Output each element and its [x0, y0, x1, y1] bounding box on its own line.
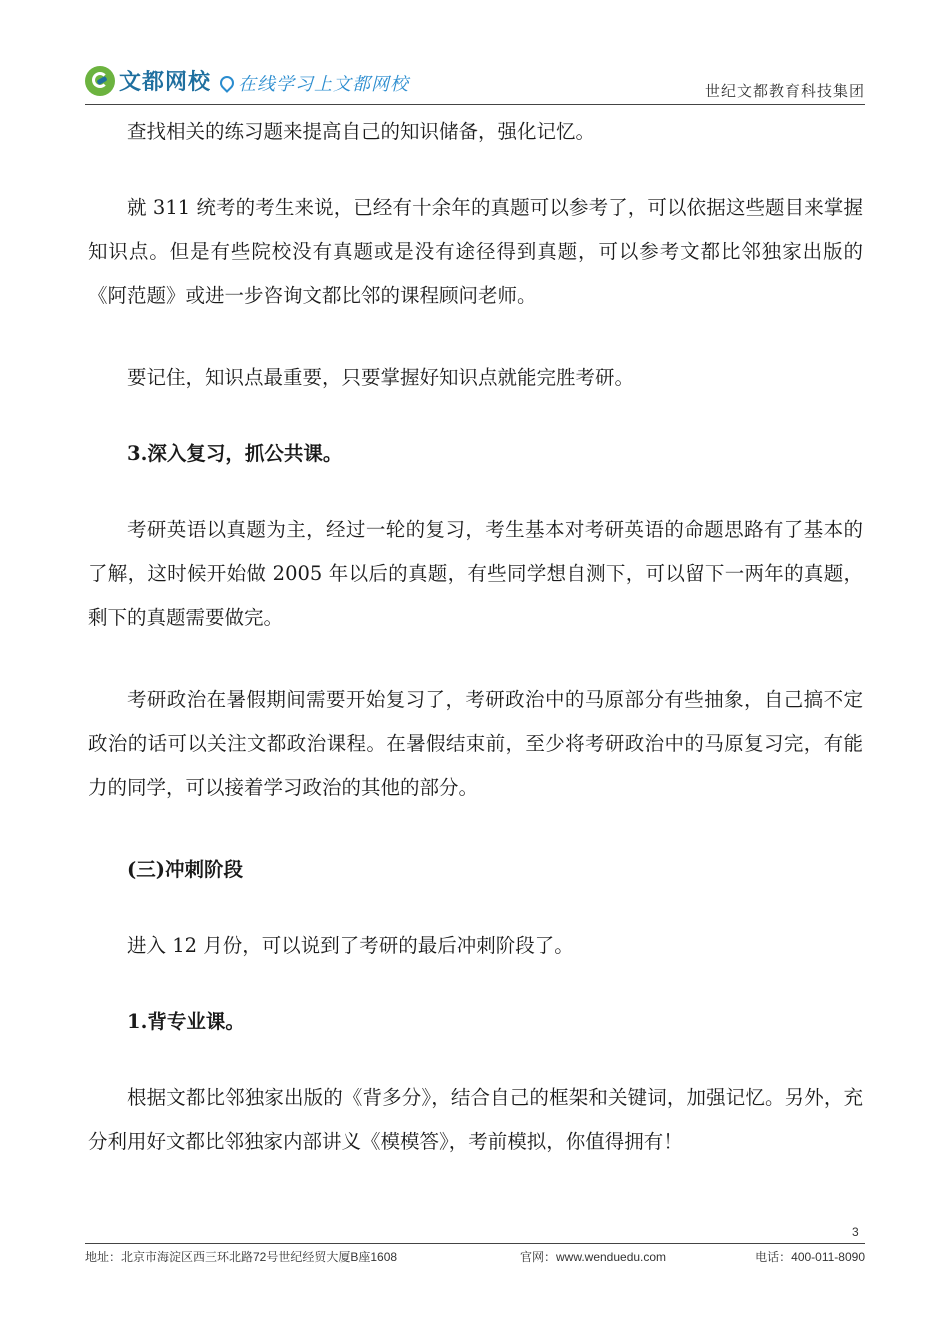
footer-website: 官网：www.wenduedu.com	[520, 1250, 667, 1264]
company-name: 世纪文都教育科技集团	[704, 82, 865, 100]
paragraph-2: 就 311 统考的考生来说，已经有十余年的真题可以参考了，可以依据这些题目来掌握知识点。但是有些院校没有真题或是没有途径得到真题，可以参考文都比邻独家出版的《阿范题》或进一步咨询文都比邻的课程顾问老师。	[88, 196, 863, 307]
pencil-icon	[217, 73, 237, 93]
paragraph-december: 进入 12 月份，可以说到了考研的最后冲刺阶段了。	[127, 934, 574, 957]
page-number: 3	[852, 1225, 859, 1239]
footer-address: 地址：北京市海淀区西三环北路72号世纪经贸大厦B座1608	[85, 1250, 398, 1264]
section-heading-sprint: (三)冲刺阶段	[127, 858, 243, 881]
paragraph-1: 查找相关的练习题来提高自己的知识储备，强化记忆。	[127, 120, 596, 143]
paragraph-english: 考研英语以真题为主，经过一轮的复习，考生基本对考研英语的命题思路有了基本的了解，这时候开始做 2005 年以后的真题，有些同学想自测下，可以留下一两年的真题，剩下的真题需要做完。	[88, 518, 863, 629]
page-footer	[85, 1243, 865, 1264]
section-heading-major: 1.背专业课。	[127, 1010, 245, 1033]
section-heading-3: 3.深入复习，抓公共课。	[127, 442, 343, 465]
logo-text: 文都网校	[119, 70, 212, 95]
paragraph-memorize: 根据文都比邻独家出版的《背多分》，结合自己的框架和关键词，加强记忆。另外，充分利用好文都比邻独家内部讲义《模模答》，考前模拟，你值得拥有！	[88, 1086, 863, 1153]
slogan	[220, 70, 409, 96]
paragraph-3: 要记住，知识点最重要，只要掌握好知识点就能完胜考研。	[127, 366, 635, 389]
footer-phone: 电话：400-011-8090	[755, 1250, 865, 1264]
page-header	[85, 62, 865, 105]
slogan-text: 在线学习上文都网校	[238, 74, 409, 95]
wendu-logo-icon	[85, 66, 115, 96]
paragraph-politics: 考研政治在暑假期间需要开始复习了，考研政治中的马原部分有些抽象，自己搞不定政治的话可以关注文都政治课程。在暑假结束前，至少将考研政治中的马原复习完，有能力的同学，可以接着学习政治的其他的部分。	[88, 688, 863, 799]
wendu-logo	[85, 65, 211, 96]
